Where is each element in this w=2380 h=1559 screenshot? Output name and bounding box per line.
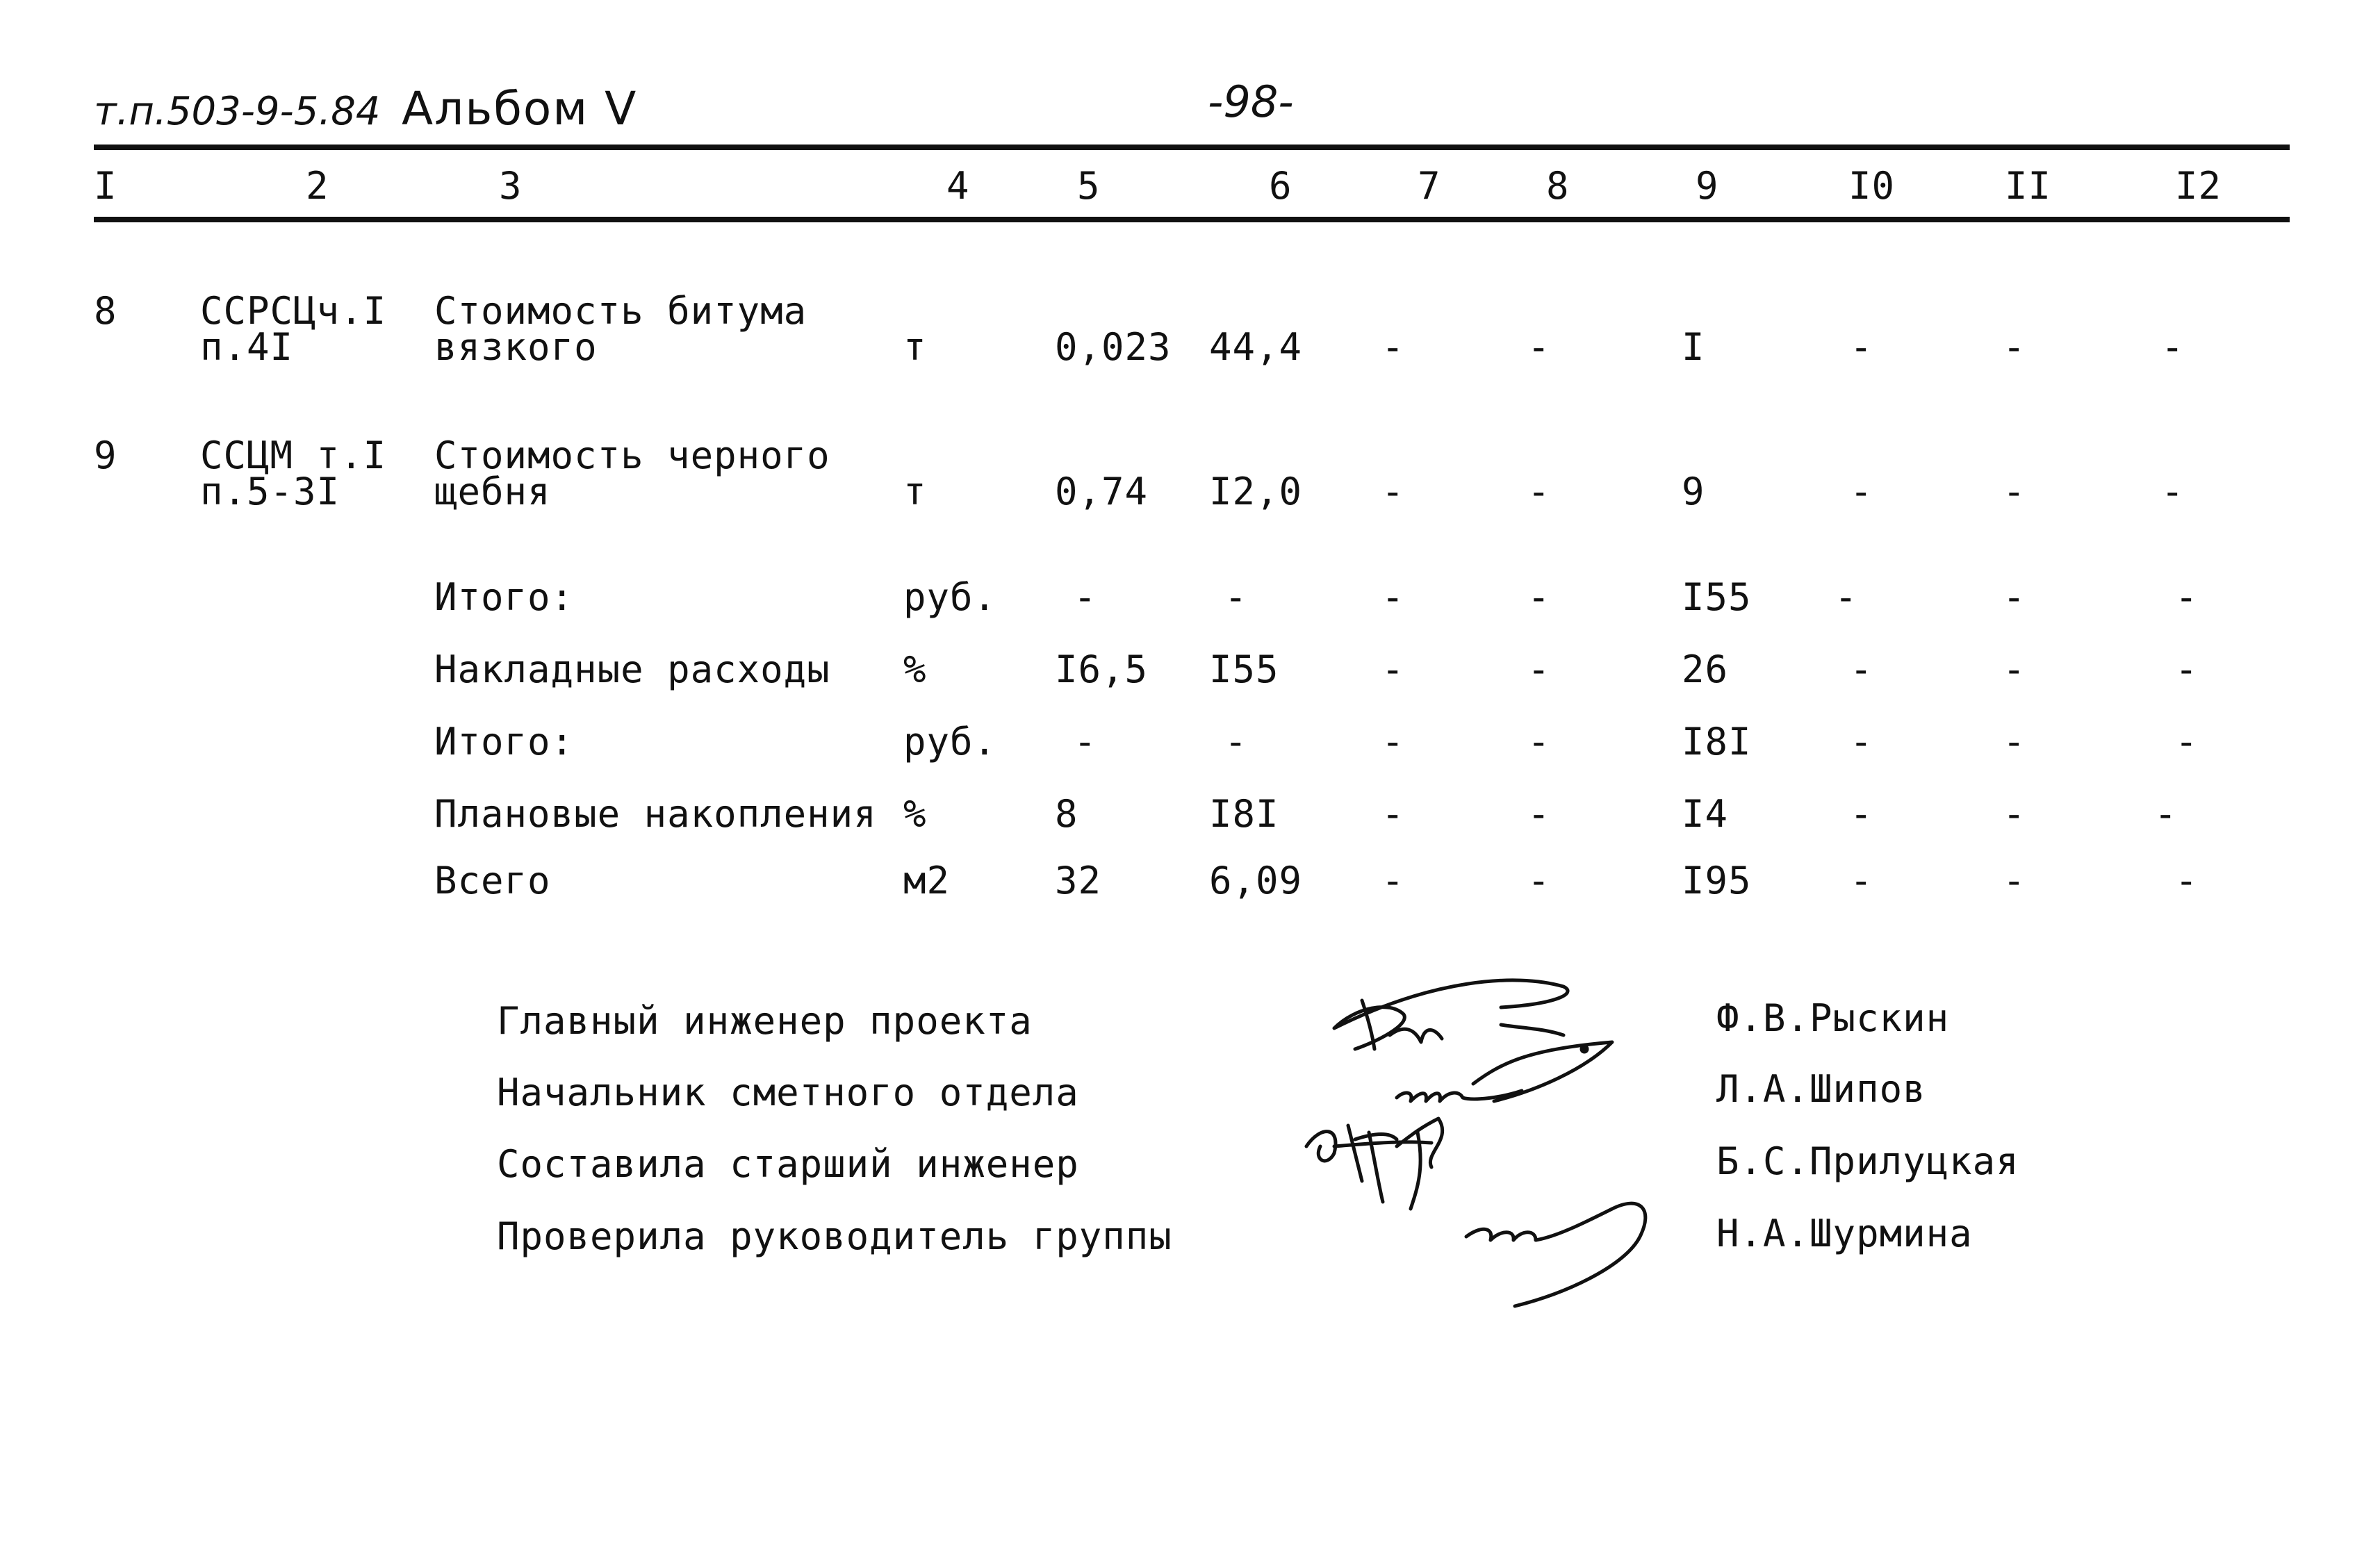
signature-name: Н.А.Шурмина [1716,1212,1973,1255]
column-header-6: 6 [1269,164,1292,208]
total-col12: - [2154,792,2178,836]
row-name-line1: Стоимость битума [434,289,807,333]
header-rule-bottom [94,217,2290,222]
total-col7: - [1381,859,1405,902]
total-col10: - [1850,720,1873,764]
row-name-line2: вязкого [434,325,598,369]
total-col6: I8I [1209,792,1279,836]
total-col12: - [2175,859,2199,902]
column-header-1: I [94,164,117,208]
total-unit: руб. [903,575,997,619]
row-col8: - [1527,325,1551,369]
row-col6: I2,0 [1209,470,1303,513]
row-col5: 0,023 [1055,325,1172,369]
column-header-8: 8 [1546,164,1570,208]
total-col11: - [2003,647,2026,691]
total-col12: - [2175,575,2199,619]
total-col8: - [1527,575,1551,619]
row-col5: 0,74 [1055,470,1149,513]
total-unit: м2 [903,859,951,902]
total-col6: I55 [1209,647,1279,691]
total-col10: - [1850,647,1873,691]
row-col11: - [2003,325,2026,369]
total-col8: - [1527,720,1551,764]
total-col10: - [1850,859,1873,902]
column-header-10: I0 [1848,164,1896,208]
column-header-3: 3 [499,164,523,208]
row-name-line1: Стоимость черного [434,434,830,477]
total-unit: % [903,647,927,691]
total-col7: - [1381,720,1405,764]
total-col5: 32 [1055,859,1102,902]
row-source-line2: п.5-3I [200,470,340,513]
total-name: Плановые накопления [434,792,877,836]
total-col7: - [1381,647,1405,691]
page-number: -98- [1208,76,1294,127]
total-col10: - [1850,792,1873,836]
row-unit: т [903,470,927,513]
signature-title: Проверила руководитель группы [497,1214,1172,1258]
row-col6: 44,4 [1209,325,1303,369]
total-col6: - [1224,720,1248,764]
column-header-11: II [2005,164,2052,208]
row-unit: т [903,325,927,369]
total-col11: - [2003,859,2026,902]
row-col10: - [1850,325,1873,369]
column-header-9: 9 [1696,164,1719,208]
total-col5: - [1074,575,1097,619]
column-header-5: 5 [1077,164,1101,208]
total-col11: - [2003,575,2026,619]
total-col7: - [1381,792,1405,836]
total-col11: - [2003,720,2026,764]
total-col9: I95 [1682,859,1752,902]
total-col9: I8I [1682,720,1752,764]
total-col12: - [2175,647,2199,691]
signature-name: Б.С.Прилуцкая [1716,1139,2019,1183]
total-col9: I55 [1682,575,1752,619]
total-col8: - [1527,859,1551,902]
total-col8: - [1527,647,1551,691]
row-number: 8 [94,289,117,333]
total-name: Итого: [434,720,575,764]
row-number: 9 [94,434,117,477]
total-col10: - [1835,575,1858,619]
signature-name: Ф.В.Рыскин [1716,996,1950,1040]
row-col8: - [1527,470,1551,513]
column-header-12: I2 [2175,164,2222,208]
total-unit: руб. [903,720,997,764]
column-header-2: 2 [306,164,329,208]
row-col7: - [1381,470,1405,513]
total-name: Всего [434,859,551,902]
total-col9: I4 [1682,792,1729,836]
total-col6: - [1224,575,1248,619]
signature-title: Главный инженер проекта [497,999,1033,1043]
total-col5: 8 [1055,792,1078,836]
document-code: т.п.503-9-5.84 [94,89,381,134]
row-col12: - [2161,470,2185,513]
row-col9: I [1682,325,1705,369]
total-name: Итого: [434,575,575,619]
row-source-line2: п.4I [200,325,294,369]
total-col8: - [1527,792,1551,836]
row-col12: - [2161,325,2185,369]
row-col10: - [1850,470,1873,513]
signature-name: Л.А.Шипов [1716,1067,1926,1111]
total-col12: - [2175,720,2199,764]
header-rule-top [94,145,2290,150]
row-source-line1: ССЦМ т.I [200,434,387,477]
column-header-4: 4 [946,164,970,208]
total-name: Накладные расходы [434,647,830,691]
row-name-line2: щебня [434,470,551,513]
column-header-7: 7 [1418,164,1441,208]
total-col11: - [2003,792,2026,836]
total-unit: % [903,792,927,836]
total-col7: - [1381,575,1405,619]
album-label: Альбом V [402,82,638,135]
row-col9: 9 [1682,470,1705,513]
row-col11: - [2003,470,2026,513]
row-col7: - [1381,325,1405,369]
total-col5: I6,5 [1055,647,1149,691]
signature-title: Составила старший инженер [497,1142,1079,1186]
total-col5: - [1074,720,1097,764]
total-col6: 6,09 [1209,859,1303,902]
handwritten-signatures [1292,959,1682,1320]
total-col9: 26 [1682,647,1729,691]
row-source-line1: ССРСЦч.I [200,289,387,333]
signature-title: Начальник сметного отдела [497,1071,1079,1114]
